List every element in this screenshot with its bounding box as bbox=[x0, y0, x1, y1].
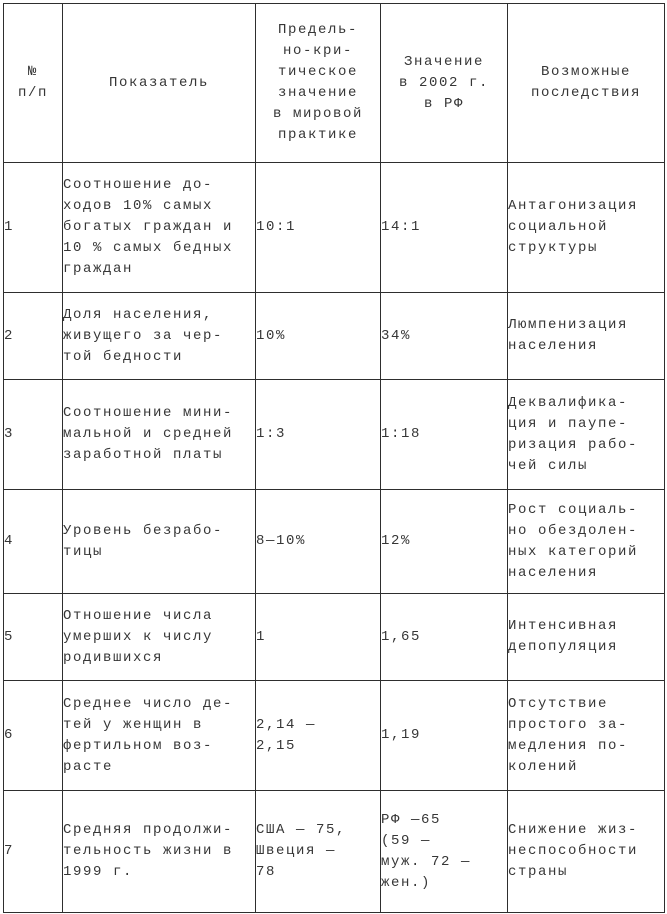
cell-consequences: Рост социаль- но обездолен- ных категорий населения bbox=[508, 490, 665, 594]
header-rf-value: Значение в 2002 г. в РФ bbox=[381, 4, 508, 163]
cell-number: 3 bbox=[4, 380, 63, 490]
cell-consequences: Деквалифика- ция и паупе- ризация рабо- чей силы bbox=[508, 380, 665, 490]
cell-indicator: Средняя продолжи- тельность жизни в 1999 г. bbox=[63, 791, 256, 913]
cell-rf-value: 34% bbox=[381, 293, 508, 380]
cell-indicator: Соотношение до- ходов 10% самых богатых граждан и 10 % самых бедных граждан bbox=[63, 163, 256, 293]
table-row bbox=[4, 681, 665, 791]
cell-critical-value: 10% bbox=[256, 293, 381, 380]
cell-rf-value: 1,19 bbox=[381, 681, 508, 791]
cell-critical-value: 2,14 — 2,15 bbox=[256, 681, 381, 791]
cell-consequences: Отсутствие простого за- медления по- колений bbox=[508, 681, 665, 791]
table-row bbox=[4, 594, 665, 681]
cell-number: 6 bbox=[4, 681, 63, 791]
cell-rf-value: 1:18 bbox=[381, 380, 508, 490]
cell-critical-value: 8—10% bbox=[256, 490, 381, 594]
table-row bbox=[4, 490, 665, 594]
cell-consequences: Люмпенизация населения bbox=[508, 293, 665, 380]
header-row bbox=[4, 4, 665, 163]
header-critical-value: Предель- но-кри- тическое значение в мировой практике bbox=[256, 4, 381, 163]
cell-indicator: Соотношение мини- мальной и средней заработной платы bbox=[63, 380, 256, 490]
cell-indicator: Отношение числа умерших к числу родившихся bbox=[63, 594, 256, 681]
table-row bbox=[4, 791, 665, 913]
cell-consequences: Интенсивная депопуляция bbox=[508, 594, 665, 681]
cell-consequences: Антагонизация социальной структуры bbox=[508, 163, 665, 293]
table-row bbox=[4, 380, 665, 490]
cell-critical-value: США — 75, Швеция — 78 bbox=[256, 791, 381, 913]
header-consequences: Возможные последствия bbox=[508, 4, 665, 163]
header-number: № п/п bbox=[4, 4, 63, 163]
cell-critical-value: 1:3 bbox=[256, 380, 381, 490]
cell-rf-value: 14:1 bbox=[381, 163, 508, 293]
cell-number: 5 bbox=[4, 594, 63, 681]
cell-indicator: Доля населения, живущего за чер- той бедности bbox=[63, 293, 256, 380]
header-indicator: Показатель bbox=[63, 4, 256, 163]
cell-indicator: Среднее число де- тей у женщин в фертильном воз- расте bbox=[63, 681, 256, 791]
cell-critical-value: 1 bbox=[256, 594, 381, 681]
table-row bbox=[4, 163, 665, 293]
cell-indicator: Уровень безрабо- тицы bbox=[63, 490, 256, 594]
cell-number: 7 bbox=[4, 791, 63, 913]
cell-rf-value: 12% bbox=[381, 490, 508, 594]
cell-critical-value: 10:1 bbox=[256, 163, 381, 293]
cell-consequences: Снижение жиз- неспособности страны bbox=[508, 791, 665, 913]
indicators-table bbox=[3, 3, 665, 913]
cell-number: 2 bbox=[4, 293, 63, 380]
cell-number: 4 bbox=[4, 490, 63, 594]
cell-rf-value: РФ —65 (59 — муж. 72 — жен.) bbox=[381, 791, 508, 913]
table-row bbox=[4, 293, 665, 380]
cell-number: 1 bbox=[4, 163, 63, 293]
cell-rf-value: 1,65 bbox=[381, 594, 508, 681]
